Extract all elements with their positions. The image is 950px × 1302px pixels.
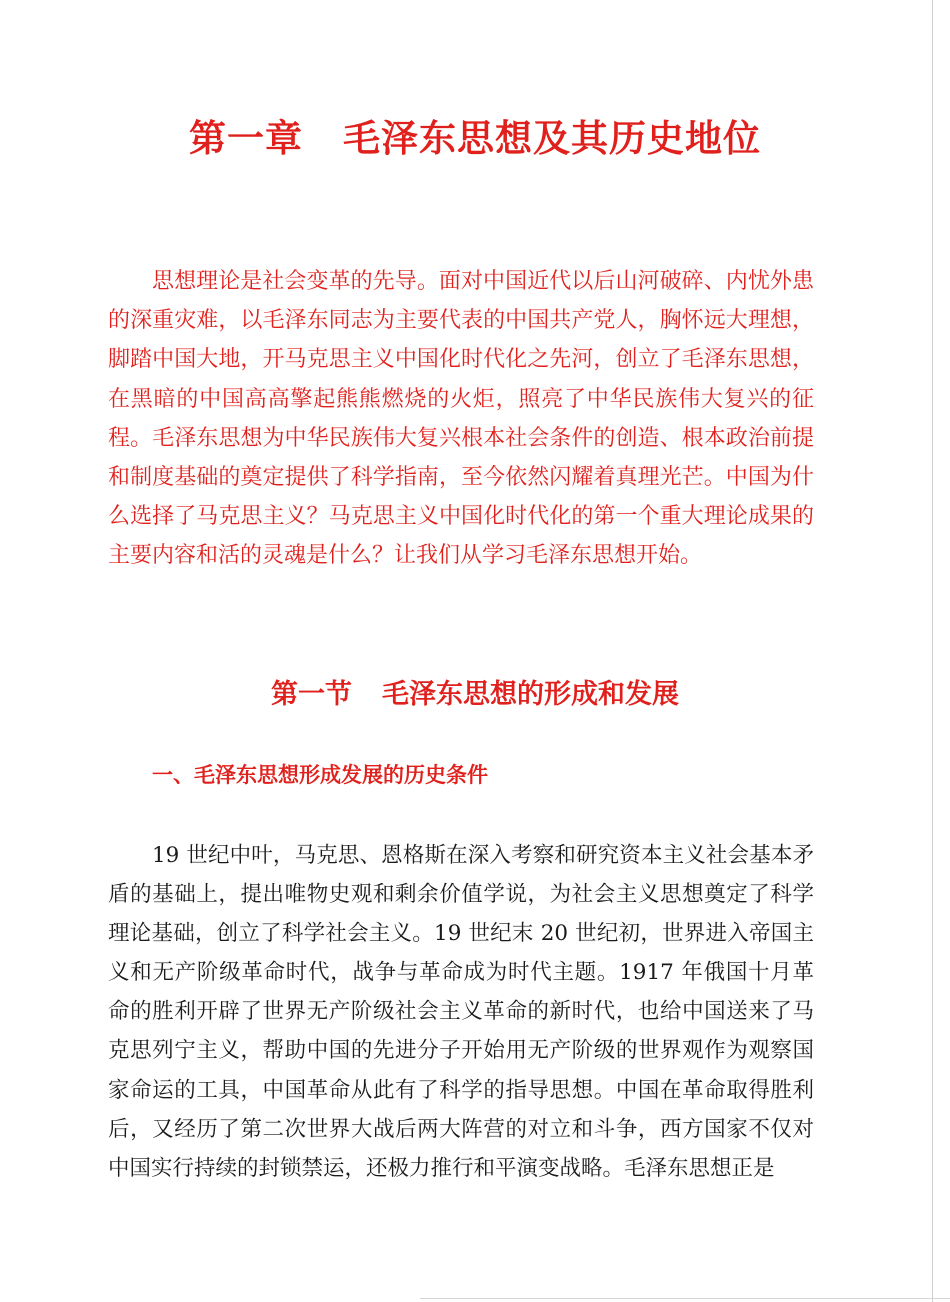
body-paragraph: 19 世纪中叶，马克思、恩格斯在深入考察和研究资本主义社会基本矛盾的基础上，提出唯物史观和剩余价值学说，为社会主义思想奠定了科学理论基础，创立了科学社会主义。19 世纪末 20 世纪初，世界进入帝国主义和无产阶级革命时代，战争与革命成为时代主题。1917 年俄国十月革命的胜利开辟了世界无产阶级社会主义革命的新时代，也给中国送来了马克思列宁主义，帮助中国的先进分子开始用无产阶级的世界观作为观察国家命运的工具，中国革命从此有了科学的指导思想。中国在革命取得胜利后，又经历了第二次世界大战后两大阵营的对立和斗争，西方国家不仅对中国实行持续的封锁禁运，还极力推行和平演变战略。毛泽东思想正是 <box>108 843 814 1181</box>
chapter-title <box>0 108 950 162</box>
scan-edge-line <box>932 0 933 1302</box>
section-title-text: 毛泽东思想的形成和发展 <box>382 679 679 710</box>
scan-bottom-line <box>420 1298 950 1299</box>
section-number: 第一节 <box>271 679 352 710</box>
subsection-title: 一、毛泽东思想形成发展的历史条件 <box>152 762 488 787</box>
chapter-title-text: 毛泽东思想及其历史地位 <box>343 116 761 160</box>
chapter-number: 第一章 <box>189 116 303 160</box>
section-title <box>0 672 950 711</box>
chapter-intro-paragraph: 思想理论是社会变革的先导。面对中国近代以后山河破碎、内忧外患的深重灾难，以毛泽东同志为主要代表的中国共产党人，胸怀远大理想，脚踏中国大地，开马克思主义中国化时代化之先河，创立了毛泽东思想，在黑暗的中国高高擎起熊熊燃烧的火炬，照亮了中华民族伟大复兴的征程。毛泽东思想为中华民族伟大复兴根本社会条件的创造、根本政治前提和制度基础的奠定提供了科学指南，至今依然闪耀着真理光芒。中国为什么选择了马克思主义？马克思主义中国化时代化的第一个重大理论成果的主要内容和活的灵魂是什么？让我们从学习毛泽东思想开始。 <box>108 269 814 569</box>
